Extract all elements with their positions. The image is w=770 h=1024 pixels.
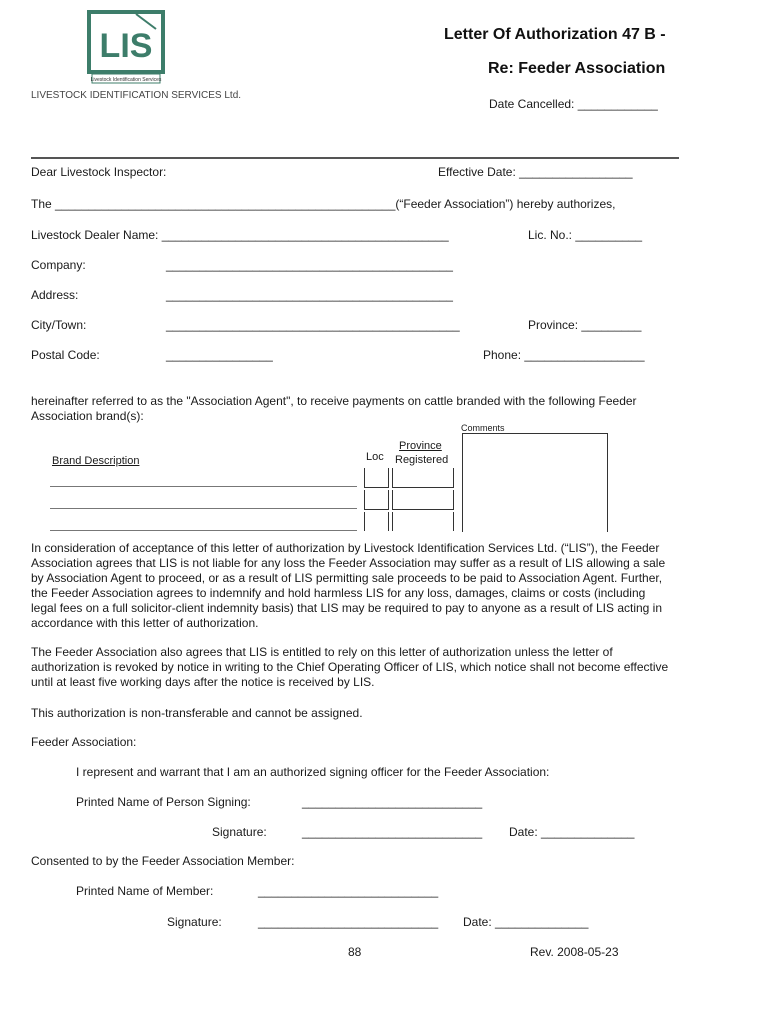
printed-name-signing-field[interactable]: ___________________________ [302, 795, 483, 809]
company-name: LIVESTOCK IDENTIFICATION SERVICES Ltd. [31, 90, 242, 101]
revocation-paragraph: The Feeder Association also agrees that LIS is entitled to rely on this letter of authorization unless the letter of authorization is revoked by notice in writing to the Chief Operating Officer of LIS, which notice shall not become effective until at least five working days after the notice is received by LIS. [31, 645, 669, 689]
postal-code-label: Postal Code: [31, 348, 100, 362]
printed-name-member-label: Printed Name of Member: [76, 884, 214, 898]
brand-line-2[interactable] [50, 508, 357, 509]
province-cell-1[interactable] [392, 468, 454, 488]
signature-field-2[interactable]: ___________________________ [258, 915, 439, 929]
effective-date-field[interactable]: Effective Date: _________________ [438, 165, 633, 179]
loc-cell-1[interactable] [364, 468, 389, 488]
province-field[interactable]: Province: _________ [528, 318, 642, 332]
signature-label-1: Signature: [212, 825, 267, 839]
page-number: 88 [348, 945, 362, 959]
comments-box[interactable] [462, 433, 608, 532]
date-cancelled: Date Cancelled: ____________ [489, 97, 658, 111]
province-cell-3[interactable] [392, 512, 454, 531]
feeder-association-line[interactable]: The ___________________________________________________(“Feeder Association”) hereby authorizes, [31, 197, 616, 211]
represent-statement: I represent and warrant that I am an authorized signing officer for the Feeder Association: [76, 765, 550, 779]
loc-header: Loc [366, 451, 384, 463]
license-number-field[interactable]: Lic. No.: __________ [528, 228, 643, 242]
date-field-1[interactable]: Date: ______________ [509, 825, 635, 839]
logo-subtext: Livestock Identification Services [90, 77, 162, 83]
company-field[interactable]: ___________________________________________ [166, 258, 453, 272]
dealer-name-field[interactable]: Livestock Dealer Name: ___________________________________________ [31, 228, 449, 242]
revision-date: Rev. 2008-05-23 [530, 945, 619, 959]
hereinafter-paragraph: hereinafter referred to as the "Association Agent", to receive payments on cattle branded with the following Feeder Association brand(s): [31, 394, 637, 423]
province-cell-2[interactable] [392, 490, 454, 510]
printed-name-member-field[interactable]: ___________________________ [258, 884, 439, 898]
postal-code-field[interactable]: ________________ [166, 348, 273, 362]
indemnity-paragraph: In consideration of acceptance of this letter of authorization by Livestock Identification Services Ltd. (“LIS”), the Feeder Association agrees that LIS is not liable for any loss the Feeder Association may suffer as a result of LIS allowing a sale by Association Agent to proceed, or as a result of LIS permitting sale proceeds to be paid to Association Agent. Further, the Feeder Association agrees to indemnify and hold harmless LIS for any loss, damages, claims or costs (including legal fees on a full solicitor-client indemnity basis) that LIS may be required to pay to anyone as a result of LIS acting in accordance with this letter of authorization. [31, 541, 666, 630]
brand-line-1[interactable] [50, 486, 357, 487]
phone-field[interactable]: Phone: __________________ [483, 348, 645, 362]
header-rule [31, 157, 679, 159]
feeder-association-label: Feeder Association: [31, 735, 137, 749]
city-field[interactable]: ____________________________________________ [166, 318, 460, 332]
salutation: Dear Livestock Inspector: [31, 165, 167, 179]
company-label: Company: [31, 258, 86, 272]
logo-text: LIS [99, 27, 153, 65]
brand-line-3[interactable] [50, 530, 357, 531]
title-line-1: Letter Of Authorization 47 B - [444, 26, 666, 43]
brand-description-header: Brand Description [52, 455, 140, 467]
province-header: Province [399, 440, 442, 452]
date-field-2[interactable]: Date: ______________ [463, 915, 589, 929]
title-line-2: Re: Feeder Association [488, 60, 666, 77]
signature-label-2: Signature: [167, 915, 222, 929]
city-label: City/Town: [31, 318, 87, 332]
consented-label: Consented to by the Feeder Association Member: [31, 854, 295, 868]
address-field[interactable]: ___________________________________________ [166, 288, 453, 302]
loc-cell-2[interactable] [364, 490, 389, 510]
non-transferable-paragraph: This authorization is non-transferable and cannot be assigned. [31, 706, 363, 720]
comments-label: Comments [461, 423, 505, 433]
address-label: Address: [31, 288, 79, 302]
lis-logo [86, 9, 166, 85]
loc-cell-3[interactable] [364, 512, 389, 531]
signature-field-1[interactable]: ___________________________ [302, 825, 483, 839]
registered-header: Registered [395, 454, 449, 466]
printed-name-signing-label: Printed Name of Person Signing: [76, 795, 251, 809]
